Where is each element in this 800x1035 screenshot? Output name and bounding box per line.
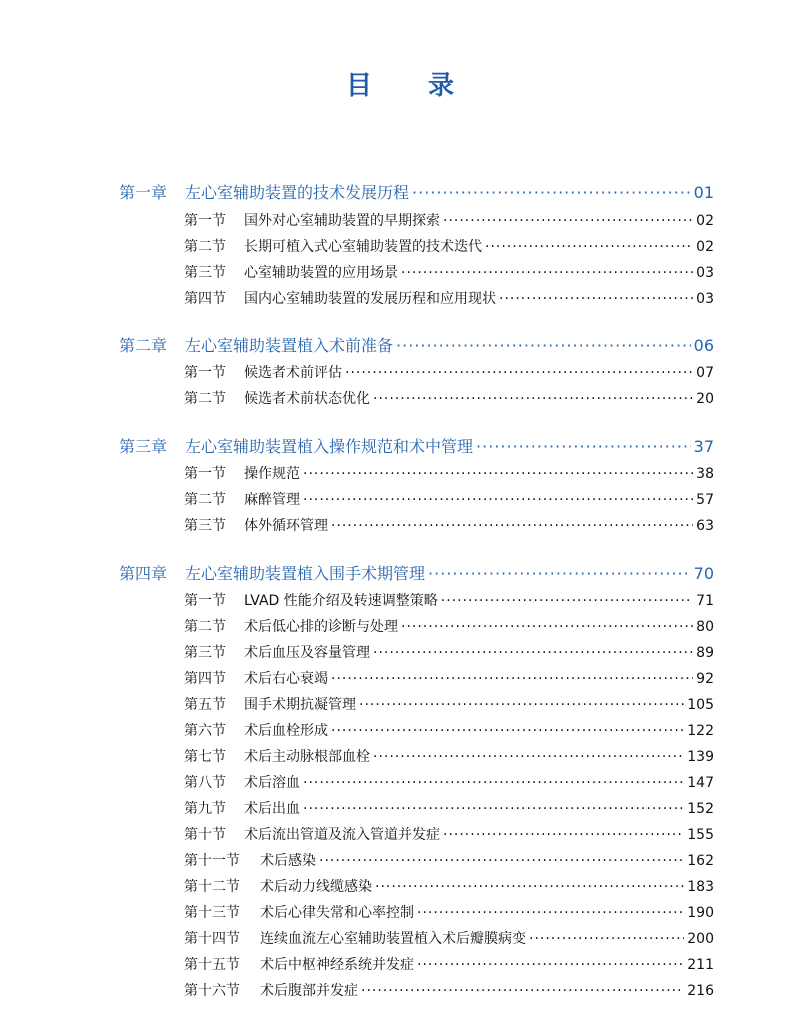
leader-dots: [417, 905, 684, 921]
toc-section[interactable]: [184, 642, 714, 664]
section-number: 第四节: [184, 671, 226, 687]
section-number: 第三节: [184, 518, 226, 534]
section-page: 216: [687, 983, 714, 999]
leader-dots: [331, 723, 684, 739]
section-title: 术后血压及容量管理: [244, 645, 370, 661]
section-number: 第一节: [184, 365, 226, 381]
section-page: 183: [687, 879, 714, 895]
section-number: 第十一节: [184, 853, 240, 869]
toc-section[interactable]: [184, 388, 714, 410]
section-page: 57: [696, 492, 714, 508]
section-page: 80: [696, 619, 714, 635]
section-title: 国外对心室辅助装置的早期探索: [244, 213, 440, 229]
section-page: 190: [687, 905, 714, 921]
section-number: 第十节: [184, 827, 226, 843]
title-char-left: 目: [345, 71, 372, 101]
toc-chapter-2[interactable]: [119, 333, 714, 357]
section-page: 38: [696, 466, 714, 482]
section-number: 第二节: [184, 391, 226, 407]
section-number: 第十三节: [184, 905, 240, 921]
section-title: 术后动力线缆感染: [260, 879, 372, 895]
section-number: 第六节: [184, 723, 226, 739]
toc-section[interactable]: [184, 262, 714, 284]
section-page: 139: [687, 749, 714, 765]
leader-dots: [443, 213, 693, 229]
section-number: 第十五节: [184, 957, 240, 973]
leader-dots: [375, 879, 684, 895]
toc-section[interactable]: [184, 772, 714, 794]
section-number: 第九节: [184, 801, 226, 817]
leader-dots: [373, 749, 684, 765]
toc-section[interactable]: [184, 824, 714, 846]
leader-dots: [361, 983, 684, 999]
section-page: 152: [687, 801, 714, 817]
leader-dots: [303, 801, 684, 817]
section-number: 第五节: [184, 697, 226, 713]
toc-section[interactable]: [184, 980, 714, 1002]
section-number: 第八节: [184, 775, 226, 791]
leader-dots: [401, 619, 693, 635]
toc-chapter-4[interactable]: [119, 561, 714, 585]
section-page: 03: [696, 291, 714, 307]
toc-section[interactable]: [184, 746, 714, 768]
toc-section[interactable]: [184, 288, 714, 310]
section-title: 术后感染: [260, 853, 316, 869]
leader-dots: [396, 336, 691, 355]
section-number: 第一节: [184, 213, 226, 229]
leader-dots: [331, 671, 693, 687]
section-title: 术后低心排的诊断与处理: [244, 619, 398, 635]
toc-chapter-3[interactable]: [119, 434, 714, 458]
chapter-title: 左心室辅助装置植入围手术期管理: [185, 564, 426, 583]
leader-dots: [319, 853, 684, 869]
section-number: 第二节: [184, 492, 226, 508]
leader-dots: [359, 697, 684, 713]
leader-dots: [441, 593, 693, 609]
chapter-page: 01: [693, 183, 714, 202]
leader-dots: [417, 957, 684, 973]
leader-dots: [476, 437, 691, 456]
section-title: 心室辅助装置的应用场景: [244, 265, 398, 281]
section-title: 候选者术前状态优化: [244, 391, 370, 407]
section-number: 第二节: [184, 619, 226, 635]
section-title: 术后心律失常和心率控制: [260, 905, 414, 921]
section-page: 162: [687, 853, 714, 869]
section-title: 长期可植入式心室辅助装置的技术迭代: [244, 239, 482, 255]
toc-section[interactable]: [184, 668, 714, 690]
section-title: 术后血栓形成: [244, 723, 328, 739]
chapter-number: 第三章: [119, 437, 168, 456]
section-page: 71: [696, 593, 714, 609]
toc-section[interactable]: [184, 902, 714, 924]
toc-section[interactable]: [184, 616, 714, 638]
leader-dots: [485, 239, 693, 255]
section-page: 89: [696, 645, 714, 661]
toc-section[interactable]: [184, 515, 714, 537]
toc-section[interactable]: [184, 590, 714, 612]
section-number: 第一节: [184, 593, 226, 609]
leader-dots: [303, 775, 684, 791]
section-title: 候选者术前评估: [244, 365, 342, 381]
section-page: 200: [687, 931, 714, 947]
toc-chapter-1[interactable]: [119, 180, 714, 204]
toc-section[interactable]: [184, 463, 714, 485]
toc-section[interactable]: [184, 850, 714, 872]
chapter-title: 左心室辅助装置植入操作规范和术中管理: [185, 437, 474, 456]
section-page: 02: [696, 213, 714, 229]
section-number: 第三节: [184, 645, 226, 661]
section-number: 第四节: [184, 291, 226, 307]
leader-dots: [345, 365, 693, 381]
section-number: 第二节: [184, 239, 226, 255]
leader-dots: [331, 518, 693, 534]
section-number: 第七节: [184, 749, 226, 765]
section-title: 连续血流左心室辅助装置植入术后瓣膜病变: [260, 931, 526, 947]
section-page: 63: [696, 518, 714, 534]
section-title: 国内心室辅助装置的发展历程和应用现状: [244, 291, 496, 307]
toc-section[interactable]: [184, 694, 714, 716]
leader-dots: [401, 265, 693, 281]
section-page: 03: [696, 265, 714, 281]
section-title: 操作规范: [244, 466, 300, 482]
chapter-page: 70: [693, 564, 714, 583]
leader-dots: [529, 931, 684, 947]
leader-dots: [303, 492, 693, 508]
toc-section[interactable]: [184, 876, 714, 898]
toc-section[interactable]: [184, 362, 714, 384]
chapter-page: 06: [693, 336, 714, 355]
section-title: 术后右心衰竭: [244, 671, 328, 687]
chapter-number: 第四章: [119, 564, 168, 583]
leader-dots: [443, 827, 684, 843]
chapter-number: 第二章: [119, 336, 168, 355]
section-page: 20: [696, 391, 714, 407]
chapter-title: 左心室辅助装置植入术前准备: [185, 336, 394, 355]
leader-dots: [373, 391, 693, 407]
section-title: 术后流出管道及流入管道并发症: [244, 827, 440, 843]
section-number: 第十六节: [184, 983, 240, 999]
page-title: [0, 68, 800, 104]
section-page: 155: [687, 827, 714, 843]
toc-section[interactable]: [184, 928, 714, 950]
section-number: 第十二节: [184, 879, 240, 895]
section-title: 术后溶血: [244, 775, 300, 791]
section-page: 122: [687, 723, 714, 739]
section-page: 02: [696, 239, 714, 255]
section-number: 第一节: [184, 466, 226, 482]
section-title: 术后主动脉根部血栓: [244, 749, 370, 765]
toc-section[interactable]: [184, 798, 714, 820]
toc-section[interactable]: [184, 489, 714, 511]
section-title: 围手术期抗凝管理: [244, 697, 356, 713]
section-title: 术后腹部并发症: [260, 983, 358, 999]
leader-dots: [303, 466, 693, 482]
chapter-page: 37: [693, 437, 714, 456]
toc-section[interactable]: [184, 954, 714, 976]
section-page: 92: [696, 671, 714, 687]
toc-section[interactable]: [184, 210, 714, 232]
leader-dots: [428, 564, 691, 583]
section-title: 术后中枢神经系统并发症: [260, 957, 414, 973]
section-page: 147: [687, 775, 714, 791]
section-number: 第三节: [184, 265, 226, 281]
toc-section[interactable]: [184, 236, 714, 258]
section-number: 第十四节: [184, 931, 240, 947]
title-char-right: 录: [428, 71, 455, 101]
section-title: LVAD 性能介绍及转速调整策略: [244, 593, 438, 609]
section-page: 105: [687, 697, 714, 713]
section-title: 麻醉管理: [244, 492, 300, 508]
section-page: 211: [687, 957, 714, 973]
section-title: 术后出血: [244, 801, 300, 817]
toc-section[interactable]: [184, 720, 714, 742]
section-page: 07: [696, 365, 714, 381]
chapter-title: 左心室辅助装置的技术发展历程: [185, 183, 410, 202]
leader-dots: [499, 291, 693, 307]
section-title: 体外循环管理: [244, 518, 328, 534]
leader-dots: [412, 183, 691, 202]
chapter-number: 第一章: [119, 183, 168, 202]
leader-dots: [373, 645, 693, 661]
